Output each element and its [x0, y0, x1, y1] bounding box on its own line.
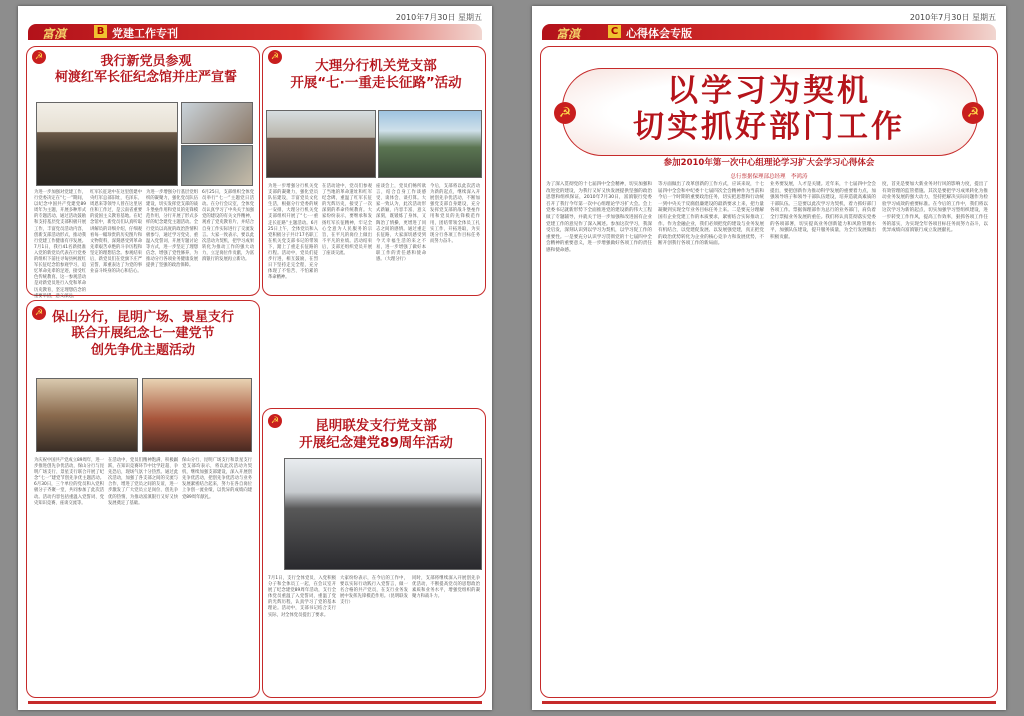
article3-col3: 保山分行、昆明广场支行和景星支行党支部均表示，将以此次活动为契机，继续加强支部建设，深入开展创先争优活动，把创先争优活动与业务发展紧密结合起来，努力在各自岗位上争创一流业绩，以优异的成绩向建党89周年献礼。 — [182, 458, 252, 500]
main-headline-line1: 以学习为契机 — [667, 73, 871, 109]
article3-headline — [32, 310, 254, 359]
article3-col1: 为庆祝中国共产党成立89周年，进一步推进创先争优活动，保山分行与昆明广场支行、景星支行联合开展了纪念“七一”建党节创先争优主题活动。6月30日，三个单位的党员和入党积极分子齐聚一堂，共同参加了此次活动。活动内容包括重温入党誓词、党史知识竞赛、座谈交流等。 — [34, 458, 104, 506]
photo-meeting-room — [284, 458, 482, 570]
article4-headline-line2: 开展纪念建党89周年活动 — [299, 434, 453, 451]
brand-logo: 富滇 — [556, 27, 581, 41]
article4-headline-line1: 昆明联发支行党支部 — [315, 418, 437, 434]
party-emblem-icon: ☭ — [32, 50, 46, 64]
photo-memorial-hall — [181, 102, 253, 144]
article1-headline-line1: 我行新党员参观 — [100, 54, 192, 69]
main-headline — [582, 74, 956, 145]
issue-date: 2010年7月30日 星期五 — [909, 13, 996, 22]
photo-oath-ceremony — [36, 102, 178, 186]
article1-col4: 6月25日，支部组织全体党员举行“七一”主题党日活动。在分行会议室，全体党员认真学习了中央关于加强党的建设的有关文件精神，观看了党史教育片，并结合自身工作实际进行了交流发言。大家一致表示，要以此次活动为契机，把学习成果转化为推动工作的强大动力，立足岗位作贡献，为富滇银行的发展再立新功。 — [202, 190, 254, 263]
photo-joint-activity-2 — [142, 378, 252, 452]
article-col1: 为了深入贯彻党的十七届四中全会精神，切实加强和改进党的建设，为我行又好又快发展提供坚强的政治思想和组织保证，2010年7月30日，富滇银行党委召开了我行今年第一次中心组理论学习扩大会。会上党委书记就新形势下全面推进党的建设新的伟大工程做了专题辅导，并就关于进一步加强和改进国有企业党建工作的意见作了深入阐述。参加这次学习，我深受启发，深刻认识到以学习为契机，以学习促工作的重要性。一是要充分认识学习贯彻党的十七届四中全会精神的重要意义，进一步增强做好各项工作的责任感和使命感。 — [546, 182, 652, 253]
article-col2: 等方面做出了改革创新的工作方式，应该来说，十七届四中全会和中纪委十七届四次全会精神作为当前和今后一个时期的重要政治任务，切实把思想和行动统一到中央关于反腐倡廉建设的最新要求上来，把力量凝聚到实现全年业务目标任务上来。二是要充分理解国有企业党建工作的本质要求，紧密结合实际推动工作。作为金融企业，我们必须把党的建设与业务发展有机结合，以党建促发展、以发展强党建，真正把党的政治优势转化为企业的核心竞争力和发展优势，不断开创我行各项工作的新局面。 — [658, 182, 764, 247]
article2-col3: 座谈会上，党员们畅所欲言，结合自身工作谈感受、谈体会、谈打算。大家一致认为，此次活动形式新颖、内容丰富、意义深刻，既锻炼了身体，又陶冶了情操，更增进了同志之间的感情。通过重走长征路，大家深切感受到今天幸福生活的来之不易，进一步增强了做好本职工作的责任感和使命感。（大理分行） — [376, 184, 426, 263]
article1-col1: 为进一步加强对党建工作，行党委决定在“七一”期间，以纪念中国共产党建党89周年为主题，开展多种形式的专题活动。通过活动鼓励和支持基层党支部积极开展工作，丰富党员活动内容，创新支部活动形式，推动我行党建工作健康有序发展。7月1日，我行41名新批准入党的新党员代表在行党委的组织下前往寻甸县柯渡红军长征纪念馆参观学习，追忆革命先辈的足迹，接受红色传统教育。这一参观活动是对新党员进行入党和革命历史教育，坚定理想信念的重要举措，意义深远。 — [34, 190, 86, 299]
party-emblem-icon: ☭ — [268, 414, 282, 428]
article-col3: 业务要发展，人才是关键。近年来，十七届四中全会提出，要把创新作为推动科学发展的重要着力点，加强领导班子和领导干部队伍建设，培养造就高素质的干部队伍。三是要以此次学习为契机，着力抓好部门各项工作。票据保理部作为总行的业务部门，肩负着全行票据业务发展的重任。我们将认真贯彻落实党委的各项部署，切实提高业务创新能力和风险管理水平，加强队伍建设，提升服务质量，为全行发展做出积极贡献。 — [770, 182, 876, 240]
right-page — [532, 6, 1006, 710]
party-emblem-icon: ☭ — [268, 50, 282, 64]
section-header-band — [28, 24, 482, 40]
article2-headline — [270, 58, 482, 92]
party-emblem-left-icon: ☭ — [554, 102, 576, 124]
article4-col2: 大家纷纷表示，在今后的工作中，要以实际行动践行入党誓言，做一名合格的共产党员，在支行业务发展中发挥先锋模范作用。（昆明联发支行） — [340, 576, 408, 606]
photo-joint-activity-1 — [36, 378, 138, 452]
photo-long-march-route — [378, 110, 482, 178]
section-header-band — [542, 24, 996, 40]
party-emblem-icon: ☭ — [32, 306, 46, 320]
article3-headline-line2: 联合开展纪念七一建党节 — [71, 326, 215, 342]
section-letter: B — [94, 25, 107, 38]
article2-col1: 为进一步增强分行机关党支部的凝聚力，强化党员队伍建设，丰富党员文化生活，根据分行党委的统一安排，大理分行机关党支部组织开展了“七·一重走长征路”主题活动。6月25日上午，全体党员和入党积极分子共计17名职工在机关党支部书记的带领下，踏上了重走长征路的行程。活动中，党员们徒步行进，相互鼓励，在烈日下坚持走完全程，充分体现了不怕苦、不怕累的革命精神。 — [268, 184, 318, 281]
article2-col4: 今后，支部将以此次活动为新的起点，继续深入开展创先争优活动，不断加强党支部自身建设，充分发挥党支部的战斗堡垒作用和党员的先锋模范作用，团结带领全体员工扎实工作、开拓进取，为实现分行各项工作目标任务而努力奋斗。 — [430, 184, 480, 244]
sub-headline: 参加2010年第一次中心组理论学习扩大会学习心得体会 — [663, 158, 875, 168]
article1-headline-line2: 柯渡红军长征纪念馆并庄严宣誓 — [54, 70, 237, 86]
article2-headline-line1: 大理分行机关党支部 — [315, 58, 437, 74]
article4-col3: 同时，支部将继续深入开展创先争优活动，不断提高党员的思想政治素质和业务水平，增强党组织的凝聚力和战斗力。 — [412, 576, 480, 600]
byline: 总行票据保理部总经理 李鸿涛 — [730, 174, 808, 180]
article1-col2: 红军长征途中在这里创建中央红军总部旧址，毛泽东、周恩来等领导人曾在这里居住和工作过，是云南省重要的爱国主义教育基地。在纪念馆中，新党员们认真听取讲解员的详细介绍，仔细观看每一幅珍贵的历史图片和文物资料，深刻感受到革命先辈艰苦卓绝的斗争历程和坚定的理想信念。参观结束后，新党员们在党旗下庄严宣誓，郑重表达了为党的事业奋斗终身的决心和信心。 — [90, 190, 142, 275]
article3-headline-line3: 创先争优主题活动 — [90, 342, 195, 358]
article3-col2: 在活动中，党员们精神饱满、积极踊跃，在知识竞赛环节中比学赶超、争先恐后，现场气氛十分热烈。通过此次活动，加强了各支部之间的交流与合作，增进了党员之间的友谊，进一步激发了广大党员立足岗位、创先争优的热情，为推动富滇银行又好又快发展奠定了基础。 — [108, 458, 178, 506]
article1-headline — [38, 54, 254, 87]
brand-logo: 富滇 — [42, 27, 67, 41]
section-letter: C — [608, 25, 621, 38]
section-title: 心得体会专版 — [626, 27, 692, 40]
article3-headline-line1: 保山分行，昆明广场、景星支行 — [51, 310, 234, 325]
article2-headline-line2: 开展“七·一重走长征路”活动 — [290, 74, 462, 91]
issue-date: 2010年7月30日 星期五 — [395, 13, 482, 22]
article4-col1: 7月1日，支行全体党员、入党积极分子和全体员工一起，在会议室开展了纪念建党89周年活动，支行全体党员重温了入党誓词，重温了党的光辉历程，认真学习了党的基本理论。活动中，支部书记结合支行实际，对全体党员提出了要求。 — [268, 576, 336, 618]
article-col4: 度，首先是要加大新业务对行风的影响力度，提出了有效管理的监管措施。其次是要把学习成果转化为推动业务发展的强大动力，坚持把解决实际问题作为检验学习成效的重要标准。在今后的工作中，我们将以这次学习为新的起点，切实加强学习型组织建设，进一步转变工作作风，提高工作效率，狠抓各项工作任务的落实，为实现全年各项目标任务而努力奋斗，以优异成绩向富滇银行成立发展献礼。 — [882, 182, 988, 234]
main-headline-line2: 切实抓好部门工作 — [633, 108, 905, 145]
article1-col3: 为进一步增强分行基层党组织的凝聚力，强化党员队伍建设，切实发挥党支部的战斗堡垒作用和党员的先锋模范作用，分行开展了形式多样的纪念建党主题活动。全行党员以高度的政治热情积极参与，通过学习党史、重温入党誓词、开展专题讨论等方式，进一步坚定了理想信念，增强了党性修养，为推动分行各项业务健康发展提供了坚强的政治保障。 — [146, 190, 198, 269]
photo-party-members — [266, 110, 376, 178]
page-footer-rule — [542, 693, 996, 704]
page-footer-rule — [28, 693, 482, 704]
left-page — [18, 6, 492, 710]
party-emblem-right-icon: ☭ — [962, 102, 984, 124]
article2-col2: 在活动途中，党员们参观了当地的革命遗址和红军纪念碑，重温了红军长征的光辉历史，接受了一次深刻的革命传统教育。大家纷纷表示，要继承和发扬红军长征精神，牢记全心全意为人民服务的宗旨，在平凡的岗位上做出不平凡的业绩。活动结束后，支部还组织党员开展了座谈交流。 — [322, 184, 372, 257]
article4-headline — [270, 418, 482, 452]
section-title: 党建工作专刊 — [112, 27, 178, 40]
photo-exhibition — [181, 145, 253, 186]
